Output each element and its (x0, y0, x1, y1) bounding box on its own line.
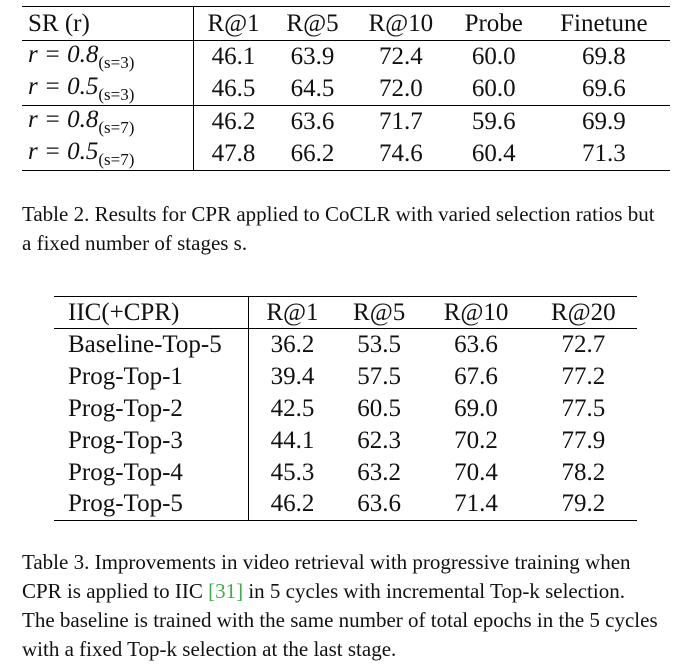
table-3-row (54, 489, 637, 521)
table-2-cell: 69.8 (582, 43, 626, 70)
table-3-cell: 46.2 (249, 489, 336, 521)
table-3-method-cell: Prog-Top-5 (54, 489, 249, 521)
table-2-cell: 69.6 (582, 75, 626, 102)
table-2-sr-cell (22, 138, 194, 171)
table-3-row (54, 361, 637, 393)
table-3-header-r1: R@1 (249, 297, 336, 329)
table-2-header-r10: R@10 (352, 7, 450, 41)
table-3-caption (22, 548, 662, 664)
ratio-label: r = 0.8 (28, 41, 99, 68)
table-2-caption: Table 2. Results for CPR applied to CoCLR with varied selection ratios but a fixed number of stages s. (22, 202, 655, 255)
table-3-method-cell: Prog-Top-2 (54, 393, 249, 425)
table-3-row (54, 393, 637, 425)
table-3-cell: 69.0 (454, 394, 498, 422)
table-2-cell: 74.6 (352, 138, 450, 171)
table-2-cell: 69.9 (538, 106, 670, 139)
table-2-sr-cell (22, 73, 194, 106)
table-3-cell: 36.2 (270, 330, 315, 358)
table-3-cell: 70.4 (454, 458, 498, 486)
stage-label: (s=3) (98, 85, 135, 104)
table-3-cell: 77.2 (561, 362, 606, 390)
table-2-cell: 59.6 (450, 106, 538, 139)
table-2-row (22, 41, 670, 74)
table-2-row (22, 106, 670, 139)
ratio-label: r = 0.5 (28, 138, 99, 165)
table-2-sr-cell (22, 41, 194, 74)
table-2-header-finetune: Finetune (538, 7, 670, 41)
table-3-row (54, 329, 637, 361)
table-2-cell: 46.5 (211, 75, 256, 102)
table-3-cell: 67.6 (454, 362, 498, 390)
table-2-cell: 47.8 (194, 138, 274, 171)
table-3-header-r10: R@10 (422, 297, 529, 329)
table-2-cell: 64.5 (290, 75, 335, 102)
table-3-header-method: IIC(+CPR) (54, 297, 249, 329)
table-3-cell: 44.1 (270, 426, 315, 454)
stage-label: (s=7) (98, 150, 135, 169)
stage-label: (s=7) (98, 118, 135, 137)
table-3-row (54, 425, 637, 457)
table-3-cell: 78.2 (561, 458, 606, 486)
table-3-header-r5: R@5 (336, 297, 423, 329)
table-3-method-cell: Prog-Top-3 (54, 425, 249, 457)
table-2-sr-cell (22, 106, 194, 139)
table-2 (22, 6, 670, 171)
ratio-label: r = 0.5 (28, 73, 99, 100)
citation-link[interactable]: [31] (208, 579, 244, 603)
table-3-cell: 63.6 (454, 330, 498, 358)
table-3-cell: 63.2 (357, 458, 402, 486)
table-3-cell: 62.3 (357, 426, 402, 454)
table-2-cell: 72.0 (378, 75, 423, 102)
caption-text-before: Table 3. Improvements in video retrieval with progressive training when CPR is applied to IIC (22, 550, 631, 603)
table-2-cell: 60.0 (471, 43, 516, 70)
table-2-cell: 60.0 (471, 75, 516, 102)
table-2-cell: 63.9 (290, 43, 335, 70)
table-2-cell: 60.4 (450, 138, 538, 171)
table-3-header-r20: R@20 (530, 297, 637, 329)
table-3-method-cell: Prog-Top-1 (54, 361, 249, 393)
table-3-cell: 71.4 (422, 489, 529, 521)
table-2-cell: 71.7 (352, 106, 450, 139)
table-2-cell: 46.1 (211, 43, 256, 70)
table-3-cell: 42.5 (270, 394, 315, 422)
table-2-cell: 71.3 (538, 138, 670, 171)
table-3-cell: 57.5 (357, 362, 402, 390)
table-2-header-r5: R@5 (273, 7, 352, 41)
table-3-method-cell: Baseline-Top-5 (54, 329, 249, 361)
table-3-header-row (54, 297, 637, 329)
table-2-cell: 72.4 (378, 43, 423, 70)
table-3-cell: 39.4 (270, 362, 315, 390)
table-3-cell: 72.7 (561, 330, 606, 358)
table-3 (54, 296, 637, 521)
table-2-row (22, 73, 670, 106)
table-3-cell: 77.9 (561, 426, 606, 454)
table-3-cell: 79.2 (530, 489, 637, 521)
table-3-cell: 70.2 (454, 426, 498, 454)
table-3-row (54, 457, 637, 489)
table-3-cell: 60.5 (357, 394, 402, 422)
table-2-header-r1: R@1 (194, 7, 274, 41)
table-2-row (22, 138, 670, 171)
table-2-header-row (22, 7, 670, 41)
table-2-cell: 46.2 (194, 106, 274, 139)
table-2-header-probe: Probe (450, 7, 538, 41)
table-3-cell: 53.5 (357, 330, 402, 358)
table-3-cell: 77.5 (561, 394, 606, 422)
table-3-cell: 45.3 (270, 458, 315, 486)
table-2-cell: 66.2 (273, 138, 352, 171)
table-3-method-cell: Prog-Top-4 (54, 457, 249, 489)
stage-label: (s=3) (98, 53, 135, 72)
caption-text-after: in 5 cycles with incremental Top-k selection. The baseline is trained with the same number of total epochs in the 5 cycles with a fixed Top-k selection at the last stage. (22, 579, 658, 661)
ratio-label: r = 0.8 (28, 106, 99, 133)
table-2-cell: 63.6 (273, 106, 352, 139)
table-3-cell: 63.6 (336, 489, 423, 521)
table-2-header-sr: SR (r) (22, 7, 194, 41)
